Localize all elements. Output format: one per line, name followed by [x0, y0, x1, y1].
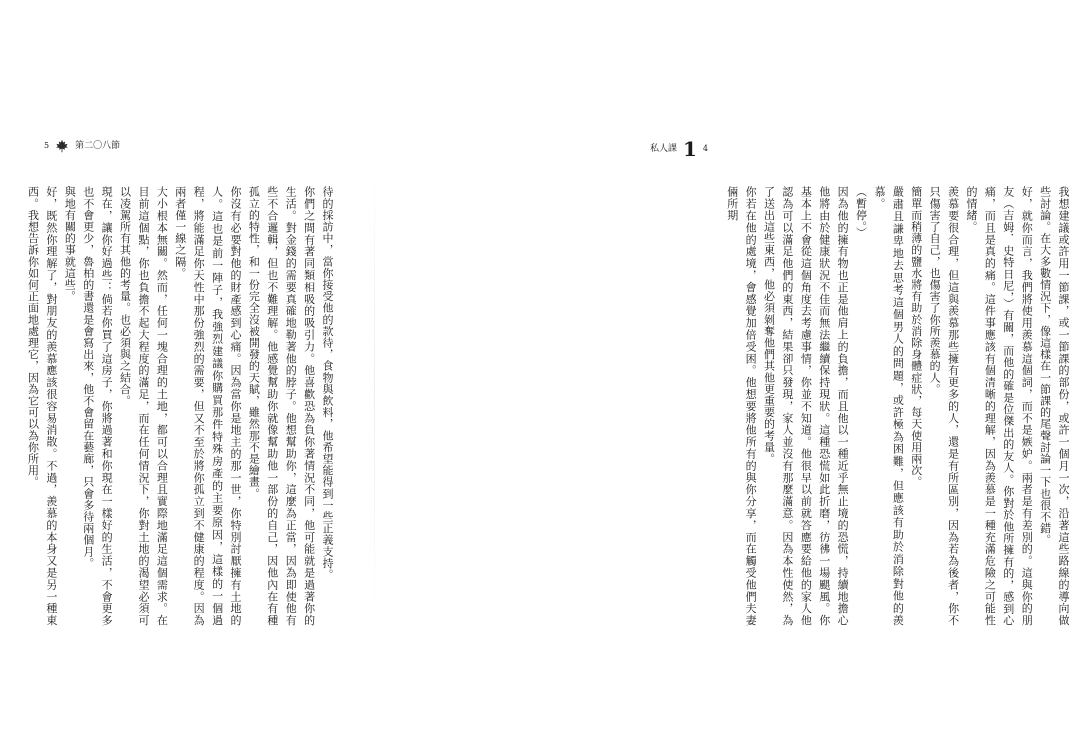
right-page-body [725, 186, 1072, 626]
chapter-numeral: 1 [682, 137, 697, 161]
paragraph: 嚴肅且謙卑地去思考這個男人的問題，或許極為困難，但應該有助於消除對他的羨慕。 [872, 186, 905, 626]
maple-leaf-icon [55, 139, 69, 153]
paragraph: 因為他的擁有物也正是他肩上的負擔，而且他以一種近乎無止境的恐慌，持續地擔心他將由於健康狀況不佳而無法繼續保持現狀。這種恐慌如此折磨，彷彿一場颶風。你基本上不會從這個角度去考慮事情，你並不知道。他很早以前就答應要給他的家人他認為可以滿足他們的東西，結果卻只發現，家人並沒有那麼滿意。因為本性使然，為了送出這些東西，他必須剝奪他們其他更重要的考量。 [762, 186, 850, 626]
paragraph: 你若在他的處境，會感覺加倍受困。他想要將他所有的與你分享，而在觸受他們夫妻倆所期 [725, 186, 758, 626]
paragraph: 大小根本無關。然而，任何一塊合理的土地，都可以合理且實際地滿足這個需求。在目前這個點，你也負擔不起大程度的滿足，而在任何情況下，你對土地的渴望必須可以凌駕所有其他的考量。也必須與之結合。 [118, 186, 169, 626]
paragraph: 好，既然你理解了，對朋友的羨慕應該很容易消散。不過，羨慕的本身又是另一種東西。我想告訴你如何正面地處理它，因為它可以為你所用。 [26, 186, 58, 626]
paragraph: 好，就你而言，我們將使用羨慕這個詞，而不是嫉妒。兩者是有差別的。這與你的朋友（吉姆．史特日尼，）有關，而他的確是位傑出的友人。你對於他所擁有的，感到心痛，而且是真的痛。這件事應該有個清晰的理解，因為羨慕是一種充滿危險之可能性的情緒。 [964, 186, 1034, 626]
left-page-header [44, 139, 120, 153]
left-page [0, 0, 375, 750]
paragraph: 待的採訪中，當你接受他的款待，食物與飲料，他希望能得到一些正義支持。 [321, 186, 334, 581]
header-label: 私人課 [649, 144, 677, 154]
right-page-number: 4 [702, 144, 708, 153]
paragraph: 羨慕要很合理，但這與羨慕那些擁有更多的人，還是有所區別，因為若為後者，你不只傷害了自己，也傷害了你所羨慕的人。 [928, 186, 960, 626]
paragraph: 簡單而稍薄的鹽水將有助於消除身體症狀，每天使用兩次。 [909, 186, 923, 488]
paragraph: 你沒有必要對他的財產感到心痛。因為當你是地主的那一世，你特別討厭擁有土地的人。這也是前一陣子，我強烈建議你購買那件特殊房產的主要原因，這樣的一個過程，將能滿足你天性中那份強烈的需要，但又不至於將你孤立到不健康的程度。因為兩者僅一線之隔。 [173, 186, 242, 626]
left-page-number: 5 [44, 141, 50, 150]
paragraph: （暫停。） [854, 186, 868, 239]
paragraph: 現在，讓你好過些：倘若你買了這房子，你將過著和你現在一樣好的生活，不會更多也不會更少，魯柏的書還是會寫出來，他不會留在藝廊，只會多待兩個月。 [81, 186, 114, 626]
right-page [375, 0, 1070, 750]
left-page-body [26, 186, 336, 626]
paragraph: 你們之間有著同類相吸的吸引力。他喜歡恐為負你著情況不同，他可能就是過著你的生活。對金錢的需要真確地勒著他的脖子。他想幫助你，這麼為正當，因為即使他有些不合邏輯，但也不難理解。他感覺幫助你就像幫助他一部份的自己，因他內在有種孤立的特性，和一份完全沒被開發的天賦，雖然那不是繪畫。 [247, 186, 316, 626]
paragraph: 我想建議或許用一節課，或一節課的部份，或許一個月一次，沿著這些路線的導向做些討論。在大多數情況下，像這樣在一節課的尾聲討論一下也很不錯。 [1038, 186, 1070, 626]
chapter-title: 第二〇八節 [75, 141, 121, 151]
right-page-header [650, 139, 708, 159]
paragraph: 與地有關的事就這些。 [63, 186, 77, 302]
